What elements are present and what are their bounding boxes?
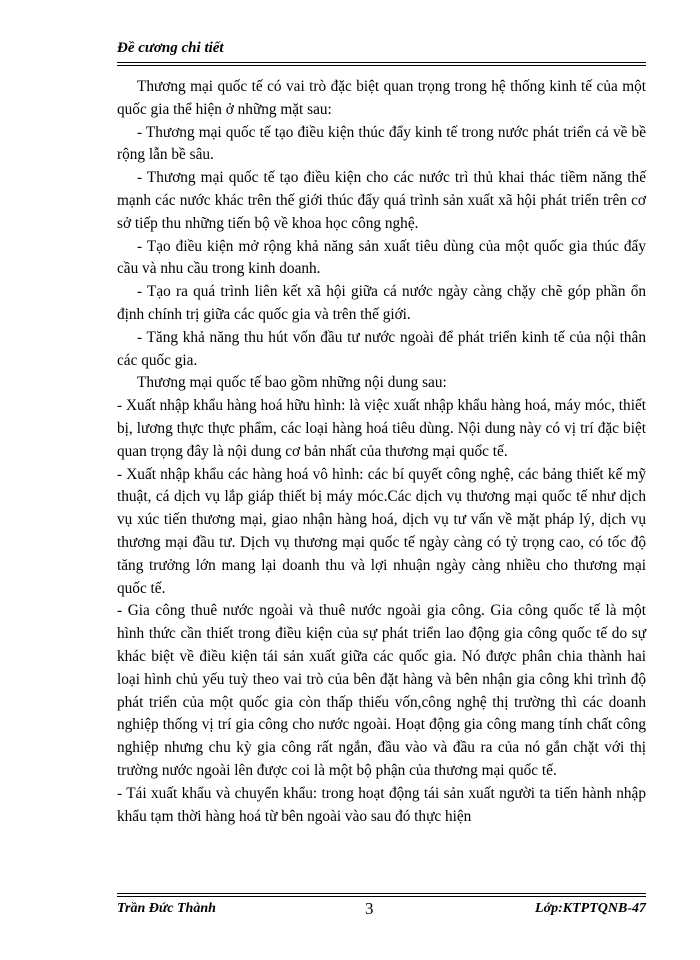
page-header-title: Đề cương chi tiết [117,40,224,56]
bullet-paragraph: - Gia công thuê nước ngoài và thuê nước ngoài gia công. Gia công quốc tế là một hình thức cần thiết trong điều kiện của sự phát triển lao động gia công quốc tế do sự khác biệt về điều kiện tái sản xuất giữa các quốc gia. Nó được phân chia thành hai loại hình chủ yếu tuỳ theo vai trò của bên đặt hàng và bên nhận gia công khi trình độ phát triển của một quốc gia còn thấp thiếu vốn,công nghệ thị trường thì các doanh nghiệp thống vị trí gia công cho nước ngoài. Hoạt động gia công mang tính chất công nghiệp nhưng chu kỳ gia công rất ngắn, đầu vào và đầu ra của nó gắn chặt với thị trường nước ngoài lên được coi là một bộ phận của thương mại quốc tế. [117,602,646,779]
bullet-paragraph: - Xuất nhập khẩu hàng hoá hữu hình: là việc xuất nhập khẩu hàng hoá, máy móc, thiết bị, lương thực thực phẩm, các loại hàng hoá tiêu dùng. Nội dung này có vị trí đặc biệt quan trọng đây là nội dung cơ bản nhất của thương mại quốc tế. [117,397,646,460]
header-rule-bottom [117,65,646,66]
bullet-paragraph: - Xuất nhập khẩu các hàng hoá vô hình: các bí quyết công nghệ, các bảng thiết kế mỹ thuật, cá dịch vụ lắp giáp thiết bị máy móc.Các dịch vụ thương mại quốc tế như dịch vụ xúc tiến thương mại, giao nhận hàng hoá, dịch vụ tư vấn về mặt pháp lý, dịch vụ thương mại đầu tư. Dịch vụ thương mại quốc tế ngày càng có tỷ trọng cao, có tốc độ tăng trưởng lớn mang lại doanh thu và lợi nhuận ngày càng nhiều cho thương mại quốc tế. [117,465,646,597]
bullet-paragraph: - Tạo ra quá trình liên kết xã hội giữa cá nước ngày càng chặy chẽ góp phần ổn định chính trị giữa các quốc gia và trên thế giới. [117,283,646,323]
footer-author: Trần Đức Thành [117,901,216,916]
paragraph: Thương mại quốc tế có vai trò đặc biệt quan trọng trong hệ thống kinh tế của một quốc gia thể hiện ở những mặt sau: [117,78,646,118]
header-rule-top [117,62,646,63]
bullet-paragraph: - Thương mại quốc tế tạo điều kiện thúc đẩy kinh tế trong nước phát triển cả về bề rộng lẫn bề sâu. [117,123,646,164]
bullet-paragraph: - Tái xuất khẩu và chuyển khẩu: trong hoạt động tái sản xuất người ta tiến hành nhập khẩu tạm thời hàng hoá từ bên ngoài vào sau đó thực hiện [117,784,646,825]
body-text [117,76,646,828]
bullet-paragraph: - Tạo điều kiện mở rộng khả năng sản xuất tiêu dùng của một quốc gia thúc đẩy cầu và nhu cầu trong kinh doanh. [117,237,646,278]
footer-rule-top [117,893,646,894]
page-number: 3 [365,899,374,918]
bullet-paragraph: - Tăng khả năng thu hút vốn đầu tư nước ngoài để phát triển kinh tế của nội thân các quốc gia. [117,328,646,369]
paragraph: Thương mại quốc tế bao gồm những nội dung sau: [137,374,447,392]
page-footer [117,901,646,925]
footer-rule-bottom [117,896,646,897]
footer-class-label: Lớp:KTPTQNB-47 [535,901,646,916]
bullet-paragraph: - Thương mại quốc tế tạo điều kiện cho các nước trì thủ khai thác tiềm năng thế mạnh các nước khác trên thế giới thúc đẩy quá trình sản xuất xã hội phát triển trên cơ sở tiếp thu những tiến bộ về khoa học công nghệ. [117,169,646,232]
